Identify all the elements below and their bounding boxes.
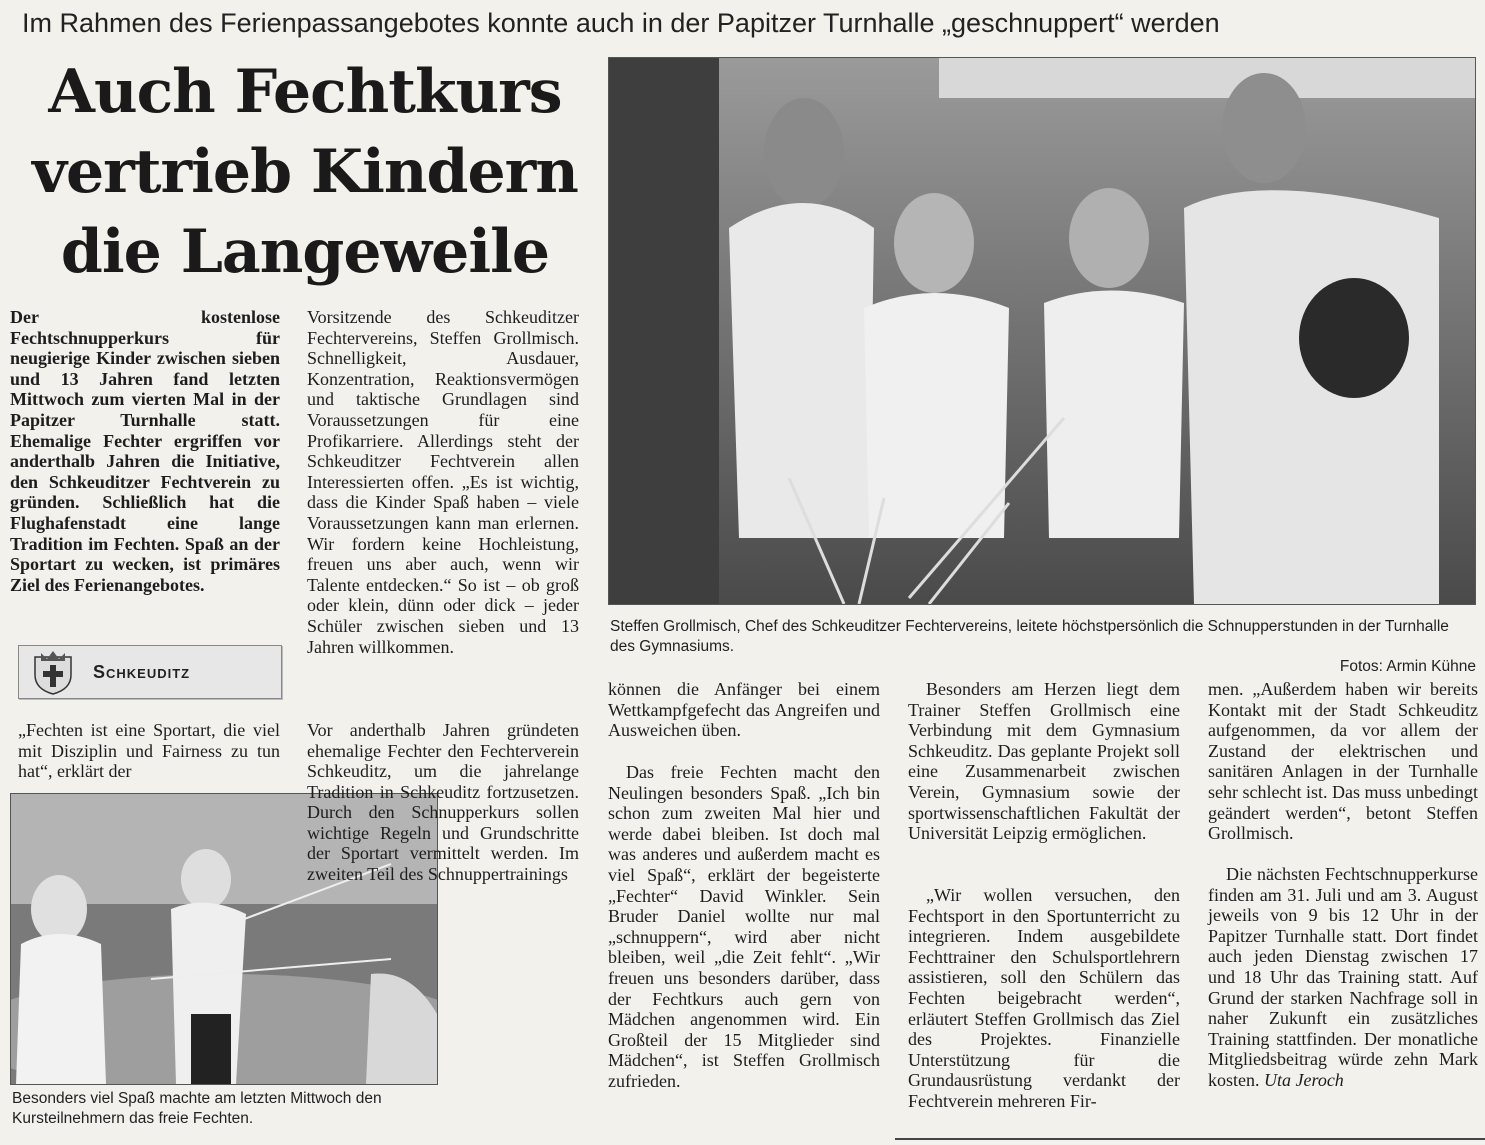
article-headline (10, 52, 600, 292)
photo-credit: Fotos: Armin Kühne (1339, 658, 1476, 675)
headline-line-3: die Langeweile (60, 217, 550, 287)
headline-line-2: vertrieb Kindern (32, 137, 578, 207)
headline-line-1: Auch Fechtkurs (48, 57, 562, 127)
main-photo (608, 57, 1476, 605)
col2-body-b-text: Vor anderthalb Jahren gründeten ehemalige Fechter den Fechterverein Schkeuditz, um die jahrelange Tradition in Schkeuditz fortzusetzen. Durch den Schnupperkurs sollen wichtige Regeln und Grundschritte der Sportart vermittelt werden. Im zweiten Teil des Schnuppertrainings (307, 720, 579, 884)
col4-body: Besonders am Herzen liegt dem Trainer Steffen Grollmisch eine Verbindung mit dem Gymnasium Schkeuditz. Das geplante Projekt soll eine Zusammenarbeit zwischen Verein, Gymnasium sowie der sportwissenschaftlichen Fakultät der Universität Leipzig ermöglichen. (908, 679, 1180, 844)
col1-body: „Fechten ist eine Sportart, die viel mit Disziplin und Fairness zu tun hat“, erklärt der (18, 720, 280, 782)
main-photo-illustration (609, 58, 1475, 604)
bottom-rule (895, 1138, 1485, 1140)
main-photo-caption (610, 617, 1476, 677)
col5-body: men. „Außerdem haben wir bereits Kontakt mit der Stadt Schkeuditz aufgenommen, da vor allem der Zustand der elektrischen und sanitären Anlagen in der Turnhalle sehr schlecht ist. Das muss unbedingt geändert werden“, betont Steffen Grollmisch. (1208, 679, 1478, 844)
col5-body-b-text: Die nächsten Fechtschnupperkurse finden am 31. Juli und am 3. August jeweils von 9 bis 12 Uhr in der Papitzer Turnhalle statt. Dort findet auch jeden Dienstag zwischen 17 und 18 Uhr das Training statt. Auf Grund der starken Nachfrage soll in naher Zukunft ein zusätzliches Training stattfinden. Der monatliche Mitgliedsbeitrag würde zehn Mark kosten. (1208, 864, 1478, 1090)
col5-body-b (1208, 864, 1478, 1091)
col3-body-b: Das freie Fechten macht den Neulingen besonders Spaß. „Ich bin schon zum zweiten Mal hier und werde dabei bleiben. Ist doch mal was anderes und außerdem macht es viel Spaß“, erklärt der begeisterte „Fechter“ David Winkler. Sein Bruder Daniel wollte nur mal „schnuppern“, wird aber nicht bleiben, weil „die Zeit fehlt“. „Wir freuen uns besonders darüber, dass der Fechtkurs auch gern von Mädchen angenommen wird. Ein Großteil der 15 Mitglieder sind Mädchen“, ist Steffen Grollmisch zufrieden. (608, 762, 880, 1091)
article-lead: Der kostenlose Fechtschnupperkurs für neugierige Kinder zwischen sieben und 13 Jahren fand letzten Mittwoch zum vierten Mal in der Papitzer Turnhalle statt. Ehemalige Fechter ergriffen vor anderthalb Jahren die Initiative, den Schkeuditzer Fechtverein zu gründen. Schließlich hat die Flughafenstadt eine lange Tradition im Fechten. Spaß an der Sportart zu wecken, ist primäres Ziel des Ferienangebotes. (10, 307, 280, 595)
coat-of-arms-icon (31, 649, 75, 695)
main-photo-caption-text: Steffen Grollmisch, Chef des Schkeuditzer Fechtervereins, leitete höchstpersönlich die Schnupperstunden in der Turnhalle des Gymnasiums. (610, 618, 1449, 655)
photo-wrap-spacer (300, 786, 442, 1136)
col2-body: Vorsitzende des Schkeuditzer Fechtervereins, Steffen Grollmisch. Schnelligkeit, Ausdauer, Konzentration, Reaktionsvermögen und taktische Grundlagen sind Voraussetzungen für eine Profikarriere. Allerdings steht der Schkeuditzer Fechtverein allen Interessierten offen. „Es ist wichtig, dass die Kinder Spaß haben – viele Voraussetzungen kann man erlernen. Wir fordern keine Hochleistung, freuen uns aber auch, wenn wir Talente entdecken.“ So ist – ob groß oder klein, dünn oder dick – jeder Schüler zwischen sieben und 13 Jahren willkommen. (307, 307, 579, 657)
small-photo-caption: Besonders viel Spaß machte am letzten Mittwoch den Kursteilnehmern das freie Fechten. (12, 1090, 382, 1127)
location-badge (18, 645, 282, 699)
col4-body-b: „Wir wollen versuchen, den Fechtsport in den Sportunterricht zu integrieren. Indem ausgebildete Fechttrainer den Schulsportlehrern assistieren, soll den Schülern das Fechten beigebracht werden“, erläutert Steffen Grollmisch das Ziel des Projektes. Finanzielle Unterstützung für die Grundausrüstung verdankt der Fechtverein mehreren Fir- (908, 885, 1180, 1111)
col3-body: können die Anfänger bei einem Wettkampfgefecht das Angreifen und Ausweichen üben. (608, 679, 880, 741)
article-kicker: Im Rahmen des Ferienpassangebotes konnte auch in der Papitzer Turnhalle „geschnuppert“ werden (22, 8, 1220, 38)
location-badge-label: Schkeuditz (93, 662, 191, 682)
byline: Uta Jeroch (1264, 1069, 1344, 1090)
